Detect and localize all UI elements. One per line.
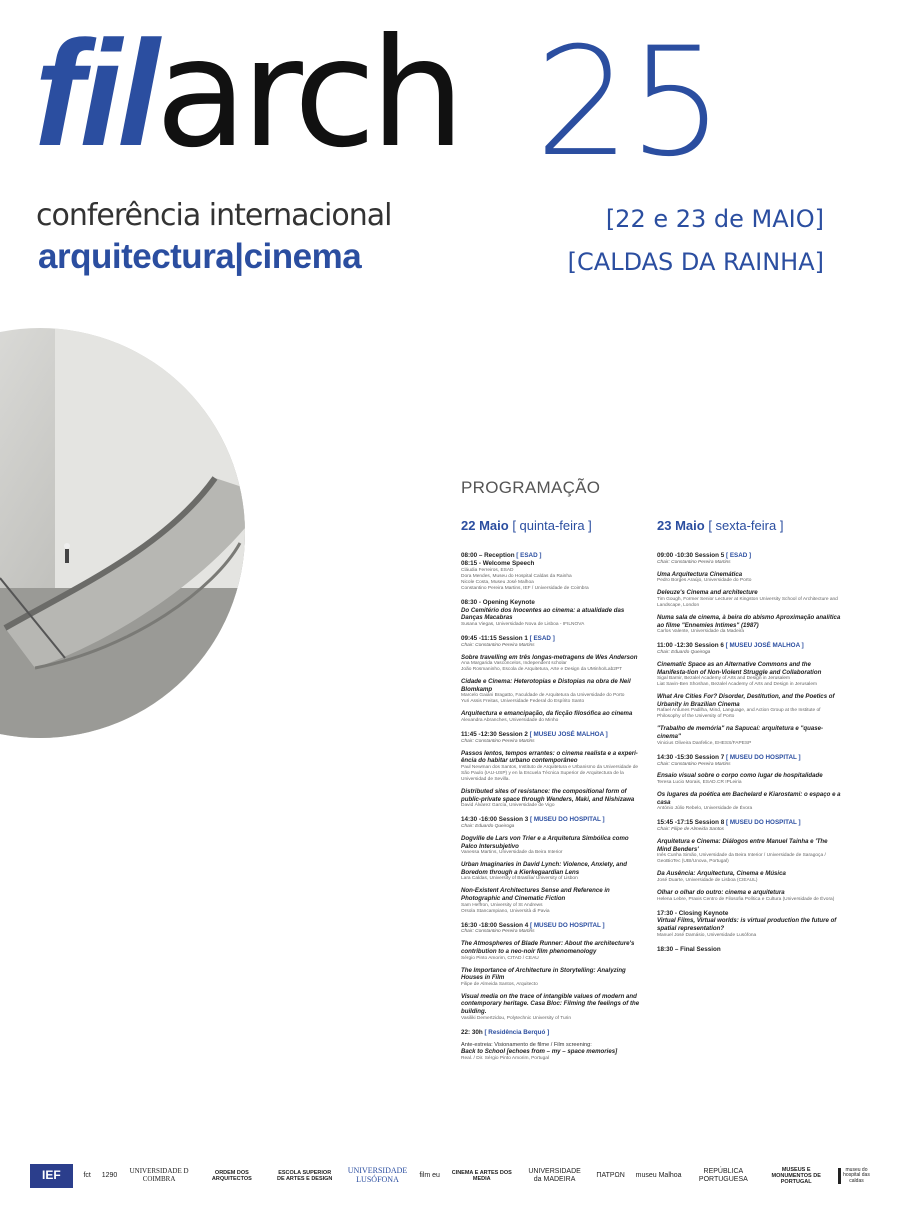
session-block [461,922,646,1022]
talk [461,710,646,724]
talk-author: Vinicius Oliveira Danfelice, EHESS/FAPESP [657,740,752,746]
day-date: 23 Maio [657,518,705,533]
logo-arch: arch [155,7,460,181]
sponsor-logo: MUSEUS E MONUMENTOS DE PORTUGAL [771,1166,821,1186]
talk [461,835,646,856]
session-block [657,552,842,635]
session-chair: Chair: Constantino Pereira Martins [461,642,535,648]
talk-author: Teresa Lucio Morais, ESAD.CR IPLeiria [657,780,742,786]
session-block [657,642,842,746]
talk-title: Arquitectura e emancipação, da ficção filosófica ao cinema [461,710,633,718]
session-time-label: 18:30 – Final Session [657,945,721,953]
talk-author: Alexandra Abranches, Universidade do Minho [461,717,559,723]
talk-author: Inês Cunha Simão, Universidade da Beira Interior / Universidade de Saragoça / GeoBioTec (UBI/Unova, Portugal) [657,853,826,865]
talk [657,870,842,884]
subtitle: conferência internacional [36,198,392,233]
session-venue: [ Residência Berquó ] [484,1028,550,1036]
programme-title: PROGRAMAÇÃO [461,478,601,497]
talk-author: Vasiliki Demertzidou, Polytechnic University of Turin [461,1015,572,1021]
talk [657,838,842,865]
session-time-label: 08:00 – Reception [461,552,515,559]
theme: arquitectura|cinema [38,237,362,276]
session-venue: [ MUSEU DO HOSPITAL ] [725,819,801,827]
talk-author: Yuri Assis Freitas, Universidade Federal do Espírito Santo [461,699,585,705]
session-block [461,560,646,592]
session-chair: Chair: Eduardo Queiroga [461,824,515,829]
sponsor-logo: ΠΑΤΡΩΝ [596,1172,625,1180]
day-header [657,518,783,533]
session-time-label: 11:45 -12:30 Session 2 [461,730,528,738]
session-time [461,560,646,568]
talk-author: Paul Newman dos Santos, Instituto de Arquitetura e Urbanismo da Universidade de São Paulo (IAU-USP) y en la Escuela Técnica Superior de Arquitectura de la Universidad de Sevilla. [461,764,639,782]
session-time [461,635,646,643]
session-chair: Chair: Constantino Pereira Martins [657,761,731,767]
talk [657,571,842,585]
session-chair: Chair: Eduardo Queiroga [657,650,711,656]
session-time-label: 08:30 - Opening Keynote [461,598,535,606]
talk-title: Sobre travelling em três longas-metragens de Wes Anderson [461,653,638,661]
talk [461,940,646,961]
talk-title: The Importance of Architecture in Storytelling: Analyzing Houses in Film [461,966,626,982]
session-venue: [ ESAD ] [725,552,752,559]
sponsor-logo: UNIVERSIDADE LUSÓFONA [347,1166,408,1184]
sponsor-logo: 1290 [101,1172,118,1180]
session-venue: [ MUSEU JOSÉ MALHOA ] [725,642,804,650]
talk [461,1042,646,1063]
talk [657,791,842,812]
talk [657,772,842,786]
talk-note: Ante-estreia: Visionamento de filme / Film screening: [461,1041,592,1048]
talk-title: Deleuze's Cinema and architecture [657,589,758,597]
talk [461,993,646,1022]
sponsor-logo: ESCOLA SUPERIOR DE ARTES E DESIGN [276,1169,333,1182]
talk-author: Helena Lebre, Praxis Centro de Filosofia Política e Cultura (Universidade de Évora) [657,896,835,902]
location: [CALDAS DA RAINHA] [567,248,824,276]
session-time [657,819,842,827]
talk-author: Pedro Borges Araújo, Universidade do Porto [657,578,752,584]
day-weekday: [ sexta-feira ] [708,518,784,533]
talk-author: Real. / Dir. Sérgio Pinto Amorim, Portugal [461,1056,549,1062]
talk [461,861,646,882]
session-time [657,754,842,762]
day-weekday: [ quinta-feira ] [512,518,592,533]
talk-title: Passos lentos, tempos errantes: o cinema realista e a experi-ência do habitar urbano contemporâneo [461,749,638,765]
schedule-day-2 [657,552,842,960]
session-time-label: 16:30 -18:00 Session 4 [461,921,529,929]
session-chair: Chair: Constantino Pereira Martins [657,559,731,565]
session-block [461,1029,646,1062]
talk-title: Non-Existent Architectures Sense and Reference in Photographic and Cinematic Fiction [461,887,610,902]
talk-author: João Rosmaninho, Escola de Arquitetura, Arte e Design da UMinho/Lab2PT [461,667,623,673]
talk-author: Cláudia Ferreiros, ESAD [461,567,514,573]
talk-author: David Álvarez García, Universidade de Vigo [461,803,555,809]
talk [461,750,646,783]
sponsor-logo: ORDEM DOS ARQUITECTOS [211,1169,252,1182]
sponsor-logo: REPÚBLICA PORTUGUESA [698,1168,748,1183]
session-block [461,731,646,809]
talk [461,788,646,809]
talk [461,654,646,674]
session-time [461,731,646,739]
session-chair: Chair: Filipe de Almeida Santos [657,827,725,833]
sponsor-logos [30,1156,870,1196]
talk-author: Sigal Barnir, Bezalel Academy of Arts and Design in Jerusalem [657,676,791,682]
talk-title: Visual media on the trace of intangible values of modern and contemporary heritage. Casa Bloc: Filming the feelings of the building. [461,992,640,1016]
talk-title: Urban Imaginaries in David Lynch: Violence, Anxiety, and Boredom through a Kierkegaardian Lens [461,861,627,876]
session-time-label: 08:15 - Welcome Speech [461,559,535,567]
sponsor-logo: film eu [419,1172,440,1180]
talk-author: Liat Savin-Ben Shoshan, Bezalel Academy of Arts and Design in Jerusalem [657,682,817,688]
talk-author: Manuel José Damásio, Universidade Lusófona [657,932,757,938]
sponsor-logo: IEF [30,1164,73,1187]
talk-author: Constantino Pereira Martins, IEF / Universidade de Coimbra [461,585,589,591]
talk-author: Sérgio Pinto Amorim, CITAD / CEAU [461,955,539,961]
talk-author: Lara Caldas, University of Brasília/ University of Lisbon [461,876,578,882]
talk-title: What Are Cities For? Disorder, Destitution, and the Poetics of Urbanity in Brazilian Cinema [657,693,835,708]
sponsor-logo: UNIVERSIDADE da MADEIRA [528,1168,581,1183]
talk-title: Numa sala de cinema, à beira do abismo Aproximação analítica ao filme "Ennemies Intimes" (1987) [657,614,841,629]
session-block [657,754,842,813]
sponsor-logo: museu do hospital das caldas [838,1168,870,1185]
talk [657,661,842,688]
talk-title: Dogville de Lars von Trier e a Arquitetura Simbólica como Palco Intersubjetivo [461,834,629,850]
session-time [461,1029,646,1037]
talk [461,607,646,628]
talk-title: Uma Arquitectura Cinemática [657,570,743,578]
session-time-label: 14:30 -15:30 Session 7 [657,753,725,761]
talk-title: Back to School [echoes from – my – space memories] [461,1048,618,1056]
dates: [22 e 23 de MAIO] [605,205,824,233]
talk-title: Da Ausência: Arquitectura, Cinema e Música [657,870,786,878]
session-time-label: 11:00 -12:30 Session 6 [657,642,724,650]
talk [657,589,842,609]
talk [461,568,646,592]
talk-author: Nicole Costa, Museu José Malhoa [461,579,534,585]
talk-author: Ana Margarida Vasconcelos, Independent scholar [461,661,567,667]
session-time [461,599,646,607]
session-time-label: 22: 30h [461,1028,483,1036]
talk-author: Tim Gough, Former Senior Lecturer at Kingston University School of Architecture and Landscape, London [657,597,838,609]
session-venue: [ ESAD ] [529,634,555,642]
logo-year: 25 [535,16,722,190]
sponsor-logo: museu Malhoa [635,1172,682,1180]
session-venue: [ MUSEU DO HOSPITAL ] [529,816,605,824]
talk-author: Marcelo Gaiani Bragatto, Faculdade de Arquitetura da Universidade do Porto [461,693,625,699]
talk [657,614,842,635]
talk-title: Arquitetura e Cinema: Diálogos entre Manuel Tainha e 'The Mind Benders' [657,838,828,853]
sponsor-logo: CINEMA E ARTES DOS MEDIA [451,1169,512,1182]
talk-title: Ensaio visual sobre o corpo como lugar de hospitalidade [657,772,823,780]
staircase-photo [0,328,245,738]
schedule-day-1 [461,552,646,1069]
talk-title: The Atmospheres of Blade Runner: About the architecture's contribution to a neo-noir film phenomenology [461,940,635,956]
session-time-label: 15:45 -17:15 Session 8 [657,819,725,827]
talk-author: Filipe de Almeida Santos, Arquitecto [461,981,538,987]
session-block [461,635,646,724]
talk-author: Orsola Stancampiano, Università di Pavia [461,908,550,914]
day-date: 22 Maio [461,518,509,533]
session-time [657,946,842,954]
session-time-label: 09:45 -11:15 Session 1 [461,634,528,642]
talk [657,889,842,903]
sponsor-logo: fct [83,1172,91,1180]
logo-fil: fil [34,9,156,177]
talk [461,967,646,988]
session-time-label: 14:30 -16:00 Session 3 [461,816,529,824]
session-time [657,552,842,560]
session-venue: [ MUSEU JOSÉ MALHOA ] [529,730,608,738]
talk-author: Susana Viegas, Universidade Nova de Lisboa - IFILNOVA [461,621,585,627]
session-block [461,816,646,914]
talk-title: Cinematic Space as an Alternative Commons and the Manifesta-tion of Non-Violent Struggle and Collaboration [657,661,822,676]
talk [657,917,842,938]
talk-author: Rafael Antunes Padilha, Mind, Language, and Action Group at the Institute of Philosophy of the University of Porto [657,708,821,720]
session-chair: Chair: Constantino Pereira Martins [461,738,535,744]
talk-title: "Trabalho de memória" na Sapucaí: arquitetura e "quase-cinema" [657,725,824,741]
talk [657,725,842,746]
talk [461,887,646,914]
talk-author: António Júlio Rebelo, Universidade de Évora [657,806,753,812]
session-time-label: 09:00 -10:30 Session 5 [657,552,725,559]
session-block [657,819,842,902]
session-venue: [ MUSEU DO HOSPITAL ] [725,753,801,761]
talk [461,678,646,705]
talk-title: Distributed sites of resistance: the compositional form of public-private space through Wenders, Maki, and Nishizawa [461,787,635,803]
conference-logo [34,7,460,181]
talk-author: Vanessa Martins, Universidade da Beira Interior [461,850,563,856]
session-block [657,910,842,939]
session-venue: [ MUSEU DO HOSPITAL ] [529,921,605,929]
session-time-label: 17:30 - Closing Keynote [657,909,729,917]
session-block [461,599,646,628]
sponsor-logo: UNIVERSIDADE D COIMBRA [129,1167,189,1183]
talk-title: Olhar o olhar do outro: cinema e arquitetura [657,888,785,896]
session-time [657,642,842,650]
talk-title: Do Cemitério dos Inocentes ao cinema: a atualidade das Danças Macabras [461,606,625,622]
session-venue: [ ESAD ] [516,552,542,559]
session-block [461,552,646,560]
talk-author: Dora Mendes, Museu do Hospital Caldas da Rainha [461,573,572,579]
talk-title: Os lugares da poética em Bachelard e Kiarostami: o espaço e a casa [657,791,841,806]
talk-author: José Duarte, Universidade de Lisboa (CIEAUL) [657,877,758,883]
session-time [461,816,646,824]
talk-author: Sam Heffron, University of St Andrews [461,902,543,908]
talk [657,693,842,720]
session-chair: Chair: Constantino Pereira Martins [461,929,535,935]
talk-author: Carlos Valente, Universidade da Madeira [657,629,745,635]
session-time [657,910,842,918]
talk-title: Cidade e Cinema: Heterotopias e Distopias na obra de Neil Blomkamp [461,678,631,693]
day-header [461,518,592,533]
session-block [657,946,842,954]
talk-title: Virtual Films, Virtual worlds: is virtual production the future of spatial representation? [657,917,837,932]
session-time [461,552,646,560]
